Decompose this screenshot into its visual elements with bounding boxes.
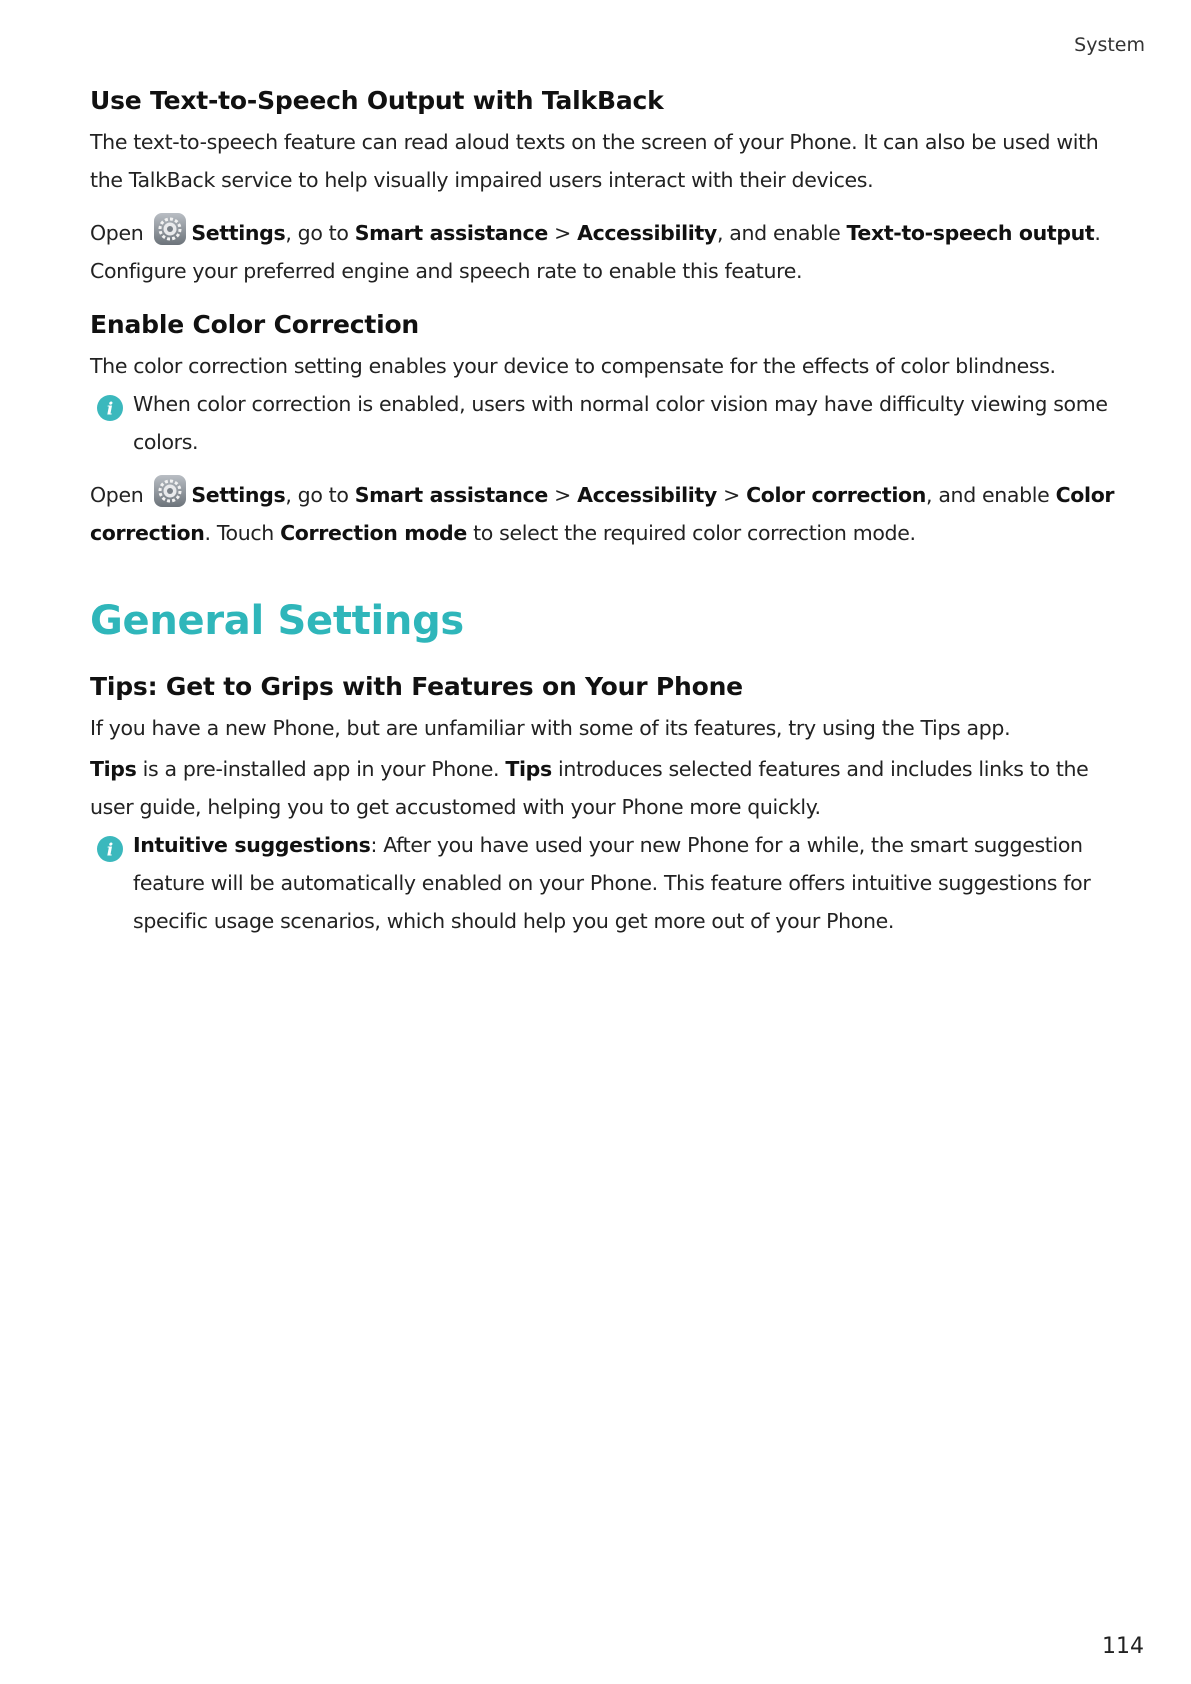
info-note-icon	[96, 394, 124, 422]
svg-text:i: i	[106, 840, 114, 861]
settings-gear-icon	[153, 212, 187, 246]
page-header: System	[1074, 34, 1145, 56]
tips-description: Tips is a pre-installed app in your Phone. Tips introduces selected features and includes links to the user guide, helping you to get accustomed with your Phone more quickly.	[90, 757, 1089, 819]
section-body-tips: If you have a new Phone, but are unfamiliar with some of its features, try using the Tips app.	[90, 716, 1011, 740]
section-title-color-correction: Enable Color Correction	[90, 310, 420, 339]
section-body-tts: The text-to-speech feature can read aloud texts on the screen of your Phone. It can also be used with the TalkBack service to help visually impaired users interact with their devices.	[90, 130, 1099, 192]
instruction-tts: Open Settings, go to Smart assistance > Accessibility, and enable Text-to-speech output. Configure your preferred engine and speech rate to enable this feature.	[90, 212, 1130, 290]
section-title-tts: Use Text-to-Speech Output with TalkBack	[90, 86, 664, 115]
info-note-icon	[96, 835, 124, 863]
section-body-color-correction: The color correction setting enables your device to compensate for the effects of color blindness.	[90, 354, 1056, 378]
page-content	[90, 84, 1130, 940]
note-color-correction: i When color correction is enabled, users with normal color vision may have difficulty viewing some colors.	[90, 385, 1130, 461]
settings-gear-icon	[153, 474, 187, 508]
chapter-title: General Settings	[90, 598, 464, 644]
svg-text:i: i	[106, 399, 114, 420]
section-title-tips: Tips: Get to Grips with Features on Your Phone	[90, 672, 743, 701]
note-intuitive-suggestions: i Intuitive suggestions: After you have used your new Phone for a while, the smart suggestion feature will be automatically enabled on your Phone. This feature offers intuitive suggestions for specific usage scenarios, which should help you get more out of your Phone.	[90, 826, 1130, 940]
page-number: 114	[1102, 1634, 1144, 1659]
instruction-color-correction: Open Settings, go to Smart assistance > Accessibility > Color correction, and enable Color correction. Touch Correction mode to select the required color correction mode.	[90, 474, 1130, 552]
